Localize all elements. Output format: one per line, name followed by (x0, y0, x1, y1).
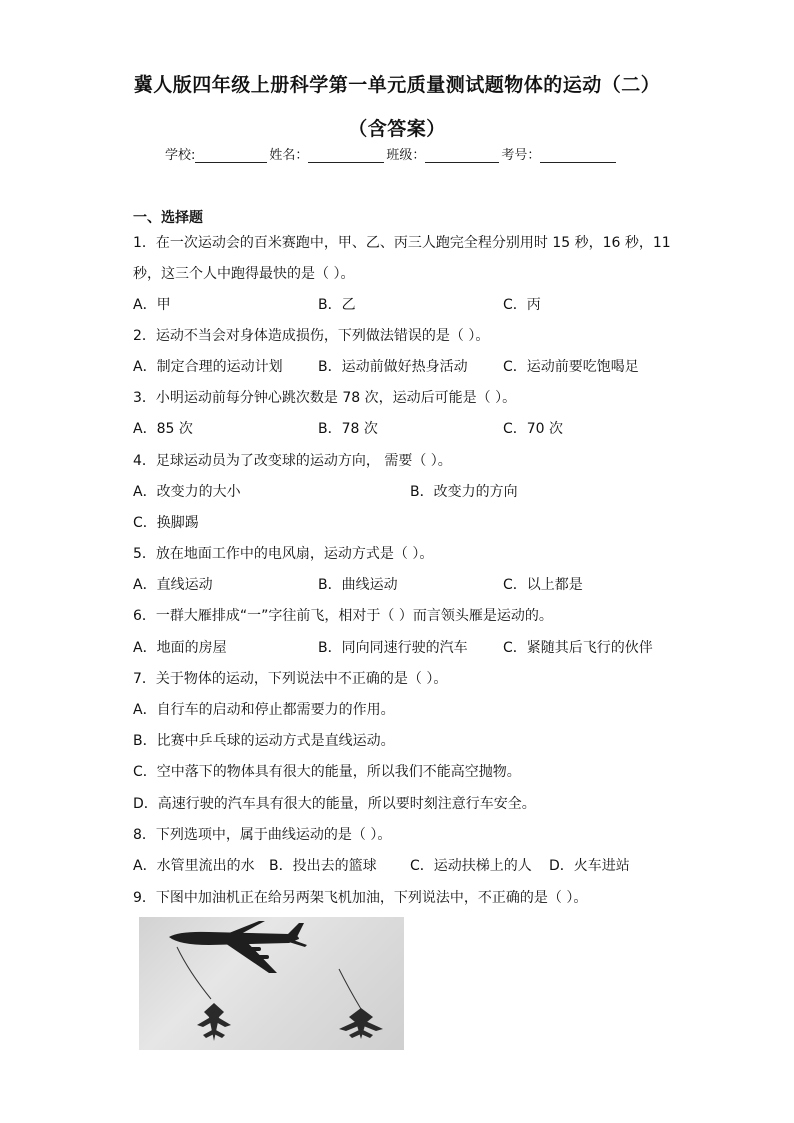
q7-option-d[interactable]: D．高速行驶的汽车具有很大的能量，所以要时刻注意行车安全。 (133, 796, 536, 812)
school-blank[interactable] (195, 148, 267, 163)
class-blank[interactable] (425, 148, 499, 163)
q4-option-b[interactable]: B．改变力的方向 (410, 484, 518, 500)
q6-option-a[interactable]: A．地面的房屋 (133, 640, 227, 656)
name-blank[interactable] (308, 148, 384, 163)
q7-option-c[interactable]: C．空中落下的物体具有很大的能量，所以我们不能高空抛物。 (133, 764, 521, 780)
exam-no-label: 考号： (501, 148, 541, 163)
q3-option-b[interactable]: B．78 次 (318, 421, 378, 437)
student-info-row (165, 144, 618, 163)
q5-option-a[interactable]: A．直线运动 (133, 577, 213, 593)
exam-no-blank[interactable] (540, 148, 616, 163)
q7-option-b[interactable]: B．比赛中乒乓球的运动方式是直线运动。 (133, 733, 395, 749)
aerial-refueling-illustration (139, 917, 404, 1050)
section-heading: 一、选择题 (133, 210, 203, 226)
q1-option-c[interactable]: C．丙 (503, 297, 541, 313)
q2-option-b[interactable]: B．运动前做好热身活动 (318, 359, 468, 375)
q1-option-a[interactable]: A．甲 (133, 297, 171, 313)
fighter-jet-left-icon (197, 1003, 231, 1041)
question-6: 6．一群大雁排成“一”字往前飞，相对于（ ）而言领头雁是运动的。 (133, 608, 553, 624)
question-5: 5．放在地面工作中的电风扇，运动方式是（ ）。 (133, 546, 434, 562)
exam-title-line1: 冀人版四年级上册科学第一单元质量测试题物体的运动（二） (133, 74, 661, 96)
q5-option-b[interactable]: B．曲线运动 (318, 577, 398, 593)
aerial-refueling-photo (139, 917, 404, 1050)
q8-option-c[interactable]: C．运动扶梯上的人 (410, 858, 532, 874)
q3-option-a[interactable]: A．85 次 (133, 421, 193, 437)
q5-option-c[interactable]: C．以上都是 (503, 577, 583, 593)
question-1-line2: 秒，这三个人中跑得最快的是（ ）。 (133, 266, 355, 282)
q2-option-c[interactable]: C．运动前要吃饱喝足 (503, 359, 639, 375)
tanker-plane-icon (169, 921, 307, 973)
q2-option-a[interactable]: A．制定合理的运动计划 (133, 359, 283, 375)
class-label: 班级： (386, 148, 426, 163)
q6-option-c[interactable]: C．紧随其后飞行的伙伴 (503, 640, 653, 656)
q8-option-d[interactable]: D．火车进站 (549, 858, 630, 874)
exam-title-line2: （含答案） (348, 118, 446, 140)
q6-option-b[interactable]: B．同向同速行驶的汽车 (318, 640, 468, 656)
name-label: 姓名： (269, 148, 309, 163)
question-9: 9．下图中加油机正在给另两架飞机加油，下列说法中，不正确的是（ ）。 (133, 890, 588, 906)
question-2: 2．运动不当会对身体造成损伤，下列做法错误的是（ ）。 (133, 328, 490, 344)
fighter-jet-right-icon (339, 1008, 383, 1039)
refuel-hose-right (339, 969, 361, 1009)
school-label: 学校: (165, 148, 196, 163)
question-3: 3．小明运动前每分钟心跳次数是 78 次，运动后可能是（ ）。 (133, 390, 517, 406)
q4-option-a[interactable]: A．改变力的大小 (133, 484, 241, 500)
refuel-hose-left (177, 947, 211, 999)
q4-option-c[interactable]: C．换脚踢 (133, 515, 199, 531)
question-8: 8．下列选项中，属于曲线运动的是（ ）。 (133, 827, 392, 843)
question-7: 7．关于物体的运动，下列说法中不正确的是（ ）。 (133, 671, 448, 687)
q8-option-b[interactable]: B．投出去的篮球 (269, 858, 377, 874)
q8-option-a[interactable]: A．水管里流出的水 (133, 858, 255, 874)
question-1-line1: 1．在一次运动会的百米赛跑中，甲、乙、丙三人跑完全程分别用时 15 秒，16 秒，11 (133, 235, 671, 251)
q1-option-b[interactable]: B．乙 (318, 297, 356, 313)
question-4: 4．足球运动员为了改变球的运动方向， 需要（ ）。 (133, 453, 452, 469)
q3-option-c[interactable]: C．70 次 (503, 421, 564, 437)
q7-option-a[interactable]: A．自行车的启动和停止都需要力的作用。 (133, 702, 395, 718)
